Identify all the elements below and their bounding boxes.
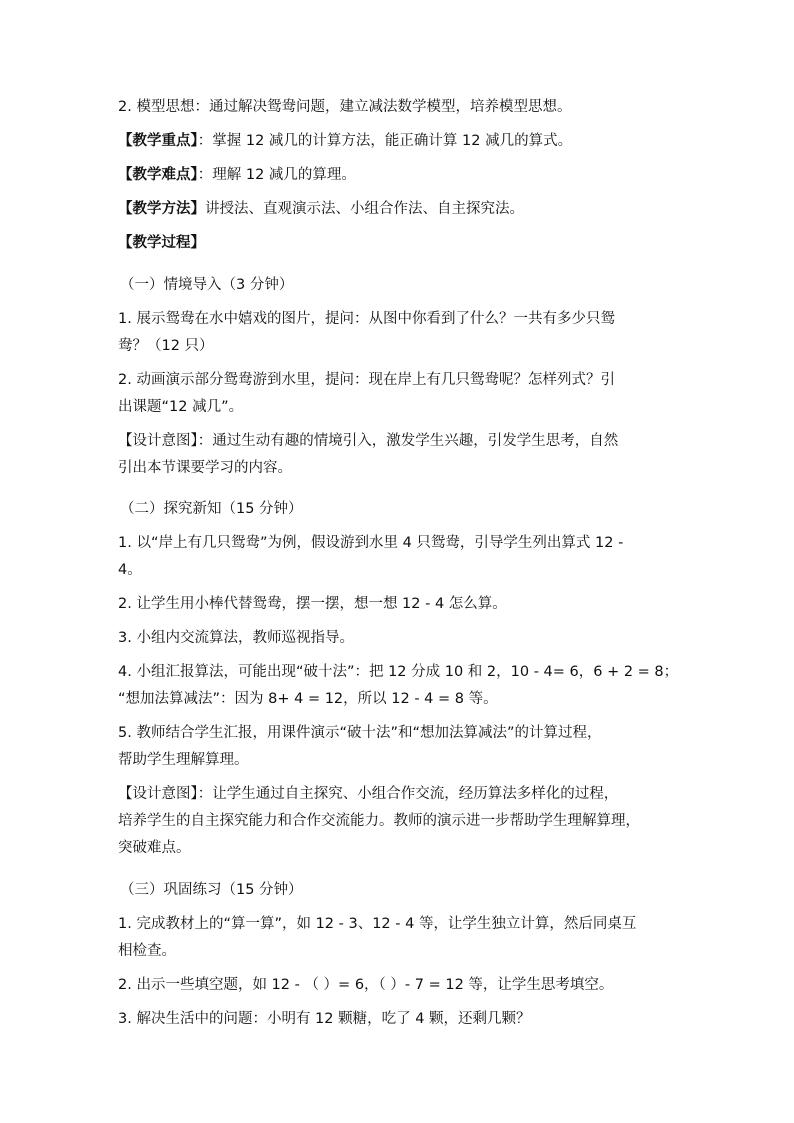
s3-item-3: 3. 解决生活中的问题：小明有 12 颗糖，吃了 4 颗，还剩几颗？ [118, 1010, 531, 1027]
section-heading-3: （三）巩固练习（15 分钟） [120, 881, 303, 898]
s2-item-4-line-2: “想加法算减法”：因为 8+ 4 = 12，所以 12 - 4 = 8 等。 [118, 691, 498, 707]
process-heading: 【教学过程】 [118, 235, 205, 251]
objective-2: 2. 模型思想：通过解决鸳鸯问题，建立减法数学模型，培养模型思想。 [118, 99, 572, 115]
s1-design-intent [118, 428, 678, 482]
s2-item-5-line-1: 5. 教师结合学生汇报，用课件演示“破十法”和“想加法算减法”的计算过程， [118, 725, 602, 741]
key-point-label: 【教学重点】 [118, 133, 198, 149]
s1-design-intent-line-2: 引出本节课要学习的内容。 [118, 459, 292, 476]
s2-item-5 [118, 720, 678, 774]
s2-item-4-line-1: 4. 小组汇报算法，可能出现“破十法”：把 12 分成 10 和 2，10 - 4= 6，6 + 2 = 8； [118, 664, 679, 680]
s3-item-1-line-2: 相检查。 [118, 942, 176, 959]
s1-item-1-line-2: 鸯？（12 只） [118, 337, 214, 354]
key-point [118, 128, 678, 155]
s2-design-intent-line-2: 培养学生的自主探究能力和合作交流能力。教师的演示进一步帮助学生理解算理， [118, 813, 640, 829]
s2-item-2: 2. 让学生用小棒代替鸳鸯，摆一摆，想一想 12 - 4 怎么算。 [118, 596, 507, 612]
document-page [118, 94, 678, 1040]
section-heading-2: （二）探究新知（15 分钟） [120, 501, 303, 517]
s1-item-2-line-2: 出课题“12 减几”。 [118, 398, 244, 415]
s2-design-intent-line-1: 【设计意图】：让学生通过自主探究、小组合作交流，经历算法多样化的过程， [118, 786, 619, 802]
s1-design-intent-line-1: 【设计意图】：通过生动有趣的情境引入，激发学生兴趣，引发学生思考，自然 [118, 432, 619, 449]
method-text: 讲授法、直观演示法、小组合作法、自主探究法。 [205, 201, 524, 217]
s1-item-1 [118, 306, 678, 360]
s2-item-4 [118, 659, 678, 713]
s2-item-1 [118, 530, 678, 584]
difficulty-label: 【教学难点】 [118, 167, 198, 183]
section-heading-1: （一）情境导入（3 分钟） [120, 276, 294, 293]
method [118, 196, 678, 223]
s2-item-1-line-1: 1. 以“岸上有几只鸳鸯”为例，假设游到水里 4 只鸳鸯，引导学生列出算式 12 - [118, 535, 624, 551]
s2-design-intent [118, 781, 678, 862]
key-point-text: ：掌握 12 减几的计算方法，能正确计算 12 减几的算式。 [197, 133, 573, 149]
s2-design-intent-line-3: 突破难点。 [118, 840, 191, 856]
s1-item-1-line-1: 1. 展示鸳鸯在水中嬉戏的图片，提问：从图中你看到了什么？一共有多少只鸳 [118, 310, 615, 327]
s1-item-2 [118, 367, 678, 421]
method-label: 【教学方法】 [118, 201, 205, 217]
difficulty-text: ：理解 12 减几的算理。 [197, 167, 356, 183]
s3-item-1-line-1: 1. 完成教材上的“算一算”，如 12 - 3、12 - 4 等，让学生独立计算，然后同桌互 [118, 915, 637, 932]
s1-item-2-line-1: 2. 动画演示部分鸳鸯游到水里，提问：现在岸上有几只鸳鸯呢？怎样列式？引 [118, 371, 615, 388]
s3-item-1 [118, 911, 678, 965]
s2-item-5-line-2: 帮助学生理解算理。 [118, 752, 249, 768]
s2-item-1-line-2: 4。 [118, 562, 142, 578]
s3-item-2: 2. 出示一些填空题，如 12 - （ ）= 6，（ ）- 7 = 12 等，让学生思考填空。 [118, 976, 614, 993]
difficulty [118, 162, 678, 189]
s2-item-3: 3. 小组内交流算法，教师巡视指导。 [118, 630, 354, 646]
